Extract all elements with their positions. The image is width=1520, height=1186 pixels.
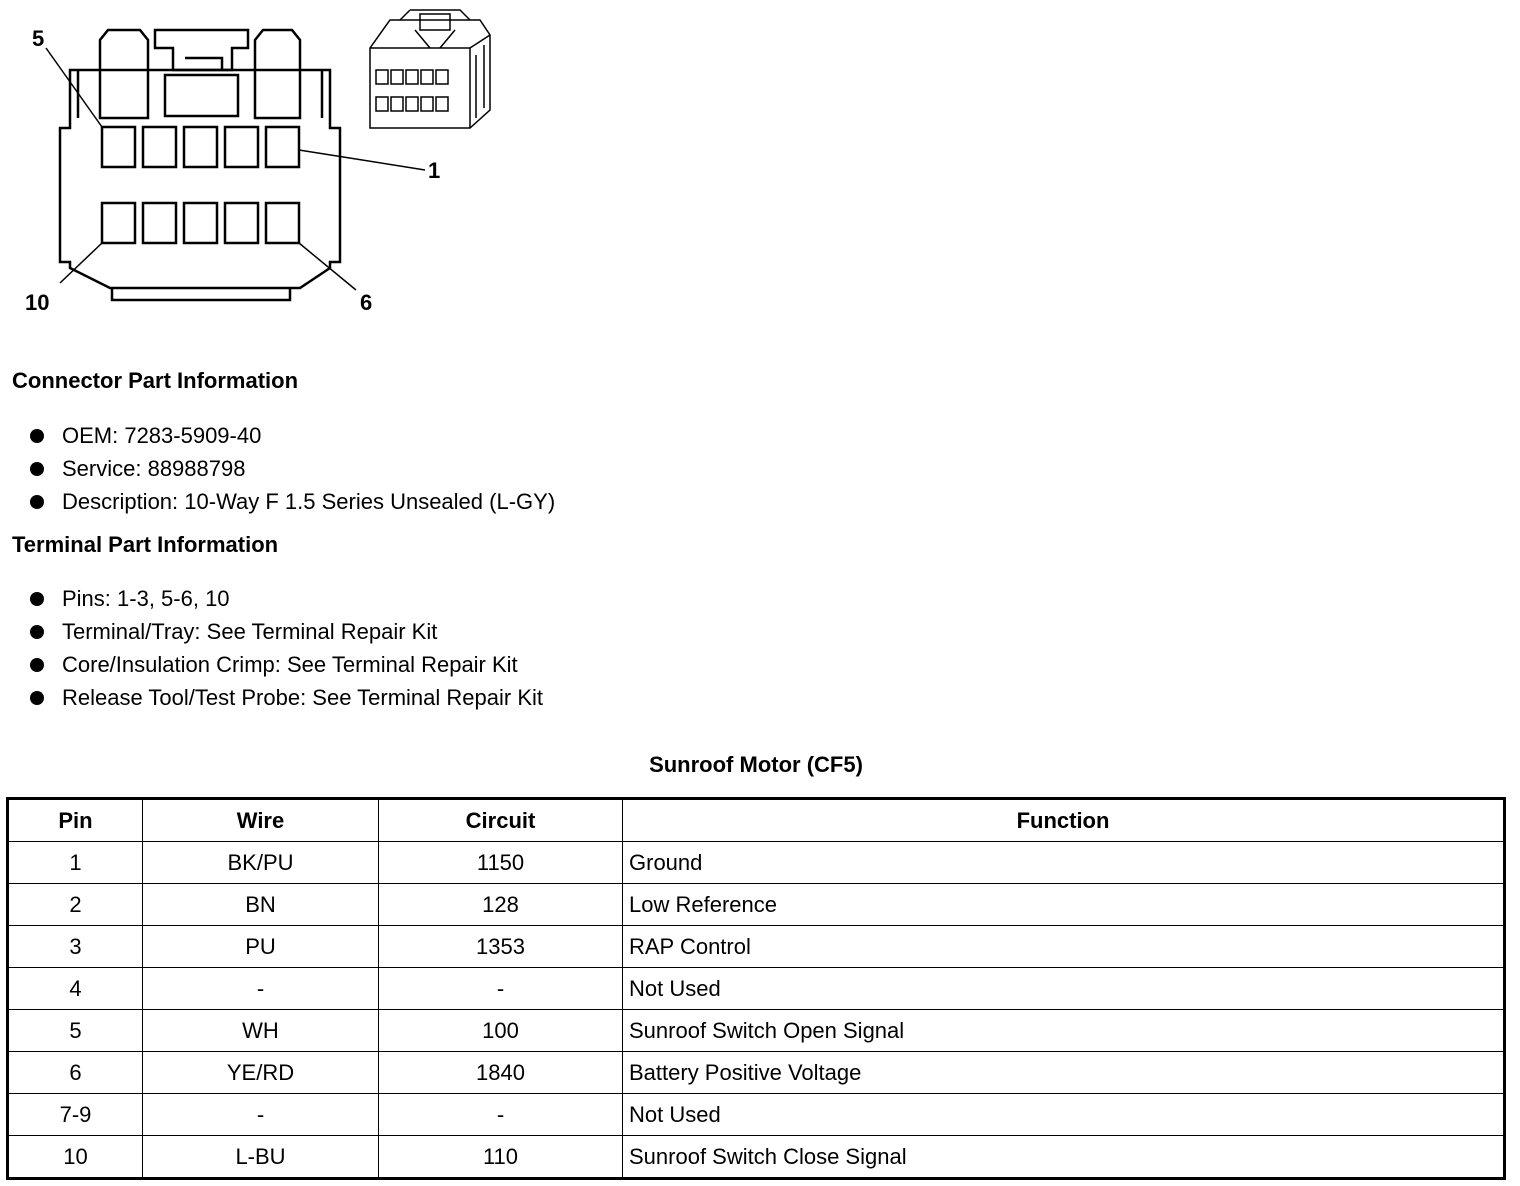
list-item <box>30 582 543 615</box>
table-row <box>8 1010 1505 1052</box>
bullet-icon <box>30 691 44 705</box>
connector-info-heading: Connector Part Information <box>12 368 299 393</box>
cell-circuit: - <box>379 1094 623 1136</box>
bullet-icon <box>30 429 44 443</box>
table-row <box>8 1136 1505 1179</box>
list-item-text: Service: 88988798 <box>62 456 246 481</box>
callout-pin-6: 6 <box>360 290 373 315</box>
cell-wire: BK/PU <box>143 842 379 884</box>
list-item <box>30 452 555 485</box>
list-item-text: OEM: 7283-5909-40 <box>62 423 262 448</box>
table-row <box>8 1052 1505 1094</box>
cell-pin: 7-9 <box>8 1094 143 1136</box>
bullet-icon <box>30 658 44 672</box>
callout-pin-5: 5 <box>32 26 45 51</box>
cell-wire: PU <box>143 926 379 968</box>
connector-face-diagram <box>0 0 520 330</box>
pinout-table <box>6 797 1506 1180</box>
cell-function: Low Reference <box>623 884 1505 926</box>
cell-function: Not Used <box>623 1094 1505 1136</box>
cell-function: RAP Control <box>623 926 1505 968</box>
callout-pin-10: 10 <box>25 290 50 315</box>
cell-wire: WH <box>143 1010 379 1052</box>
cell-wire: L-BU <box>143 1136 379 1179</box>
list-item <box>30 485 555 518</box>
table-row <box>8 926 1505 968</box>
terminal-info-heading: Terminal Part Information <box>12 532 279 557</box>
cell-pin: 3 <box>8 926 143 968</box>
cell-function: Sunroof Switch Open Signal <box>623 1010 1505 1052</box>
table-row <box>8 968 1505 1010</box>
cell-function: Battery Positive Voltage <box>623 1052 1505 1094</box>
callout-pin-1: 1 <box>428 158 441 183</box>
list-item <box>30 681 543 714</box>
connector-isometric-image <box>370 10 490 128</box>
cell-circuit: 1150 <box>379 842 623 884</box>
list-item <box>30 615 543 648</box>
cell-pin: 4 <box>8 968 143 1010</box>
cell-circuit: 128 <box>379 884 623 926</box>
bullet-icon <box>30 462 44 476</box>
terminal-info-list <box>30 582 543 714</box>
cell-circuit: 100 <box>379 1010 623 1052</box>
cell-wire: - <box>143 1094 379 1136</box>
cell-function: Ground <box>623 842 1505 884</box>
table-title: Sunroof Motor (CF5) <box>649 752 863 777</box>
bullet-icon <box>30 625 44 639</box>
cell-function: Sunroof Switch Close Signal <box>623 1136 1505 1179</box>
list-item-text: Release Tool/Test Probe: See Terminal Repair Kit <box>62 685 543 710</box>
list-item-text: Core/Insulation Crimp: See Terminal Repair Kit <box>62 652 518 677</box>
list-item-text: Description: 10-Way F 1.5 Series Unsealed (L-GY) <box>62 489 556 514</box>
column-header-function: Function <box>623 799 1505 842</box>
cell-wire: - <box>143 968 379 1010</box>
connector-info-list <box>30 419 555 518</box>
bullet-icon <box>30 495 44 509</box>
cell-pin: 10 <box>8 1136 143 1179</box>
cell-wire: YE/RD <box>143 1052 379 1094</box>
list-item-text: Terminal/Tray: See Terminal Repair Kit <box>62 619 438 644</box>
cell-pin: 5 <box>8 1010 143 1052</box>
cell-function: Not Used <box>623 968 1505 1010</box>
column-header-circuit: Circuit <box>379 799 623 842</box>
column-header-wire: Wire <box>143 799 379 842</box>
cell-wire: BN <box>143 884 379 926</box>
list-item <box>30 648 543 681</box>
cell-pin: 2 <box>8 884 143 926</box>
table-row <box>8 884 1505 926</box>
cell-circuit: 1840 <box>379 1052 623 1094</box>
cell-pin: 6 <box>8 1052 143 1094</box>
cell-pin: 1 <box>8 842 143 884</box>
list-item <box>30 419 555 452</box>
table-header-row <box>8 799 1505 842</box>
bullet-icon <box>30 592 44 606</box>
cell-circuit: 110 <box>379 1136 623 1179</box>
column-header-pin: Pin <box>8 799 143 842</box>
list-item-text: Pins: 1-3, 5-6, 10 <box>62 586 230 611</box>
table-row <box>8 842 1505 884</box>
cell-circuit: 1353 <box>379 926 623 968</box>
table-row <box>8 1094 1505 1136</box>
cell-circuit: - <box>379 968 623 1010</box>
